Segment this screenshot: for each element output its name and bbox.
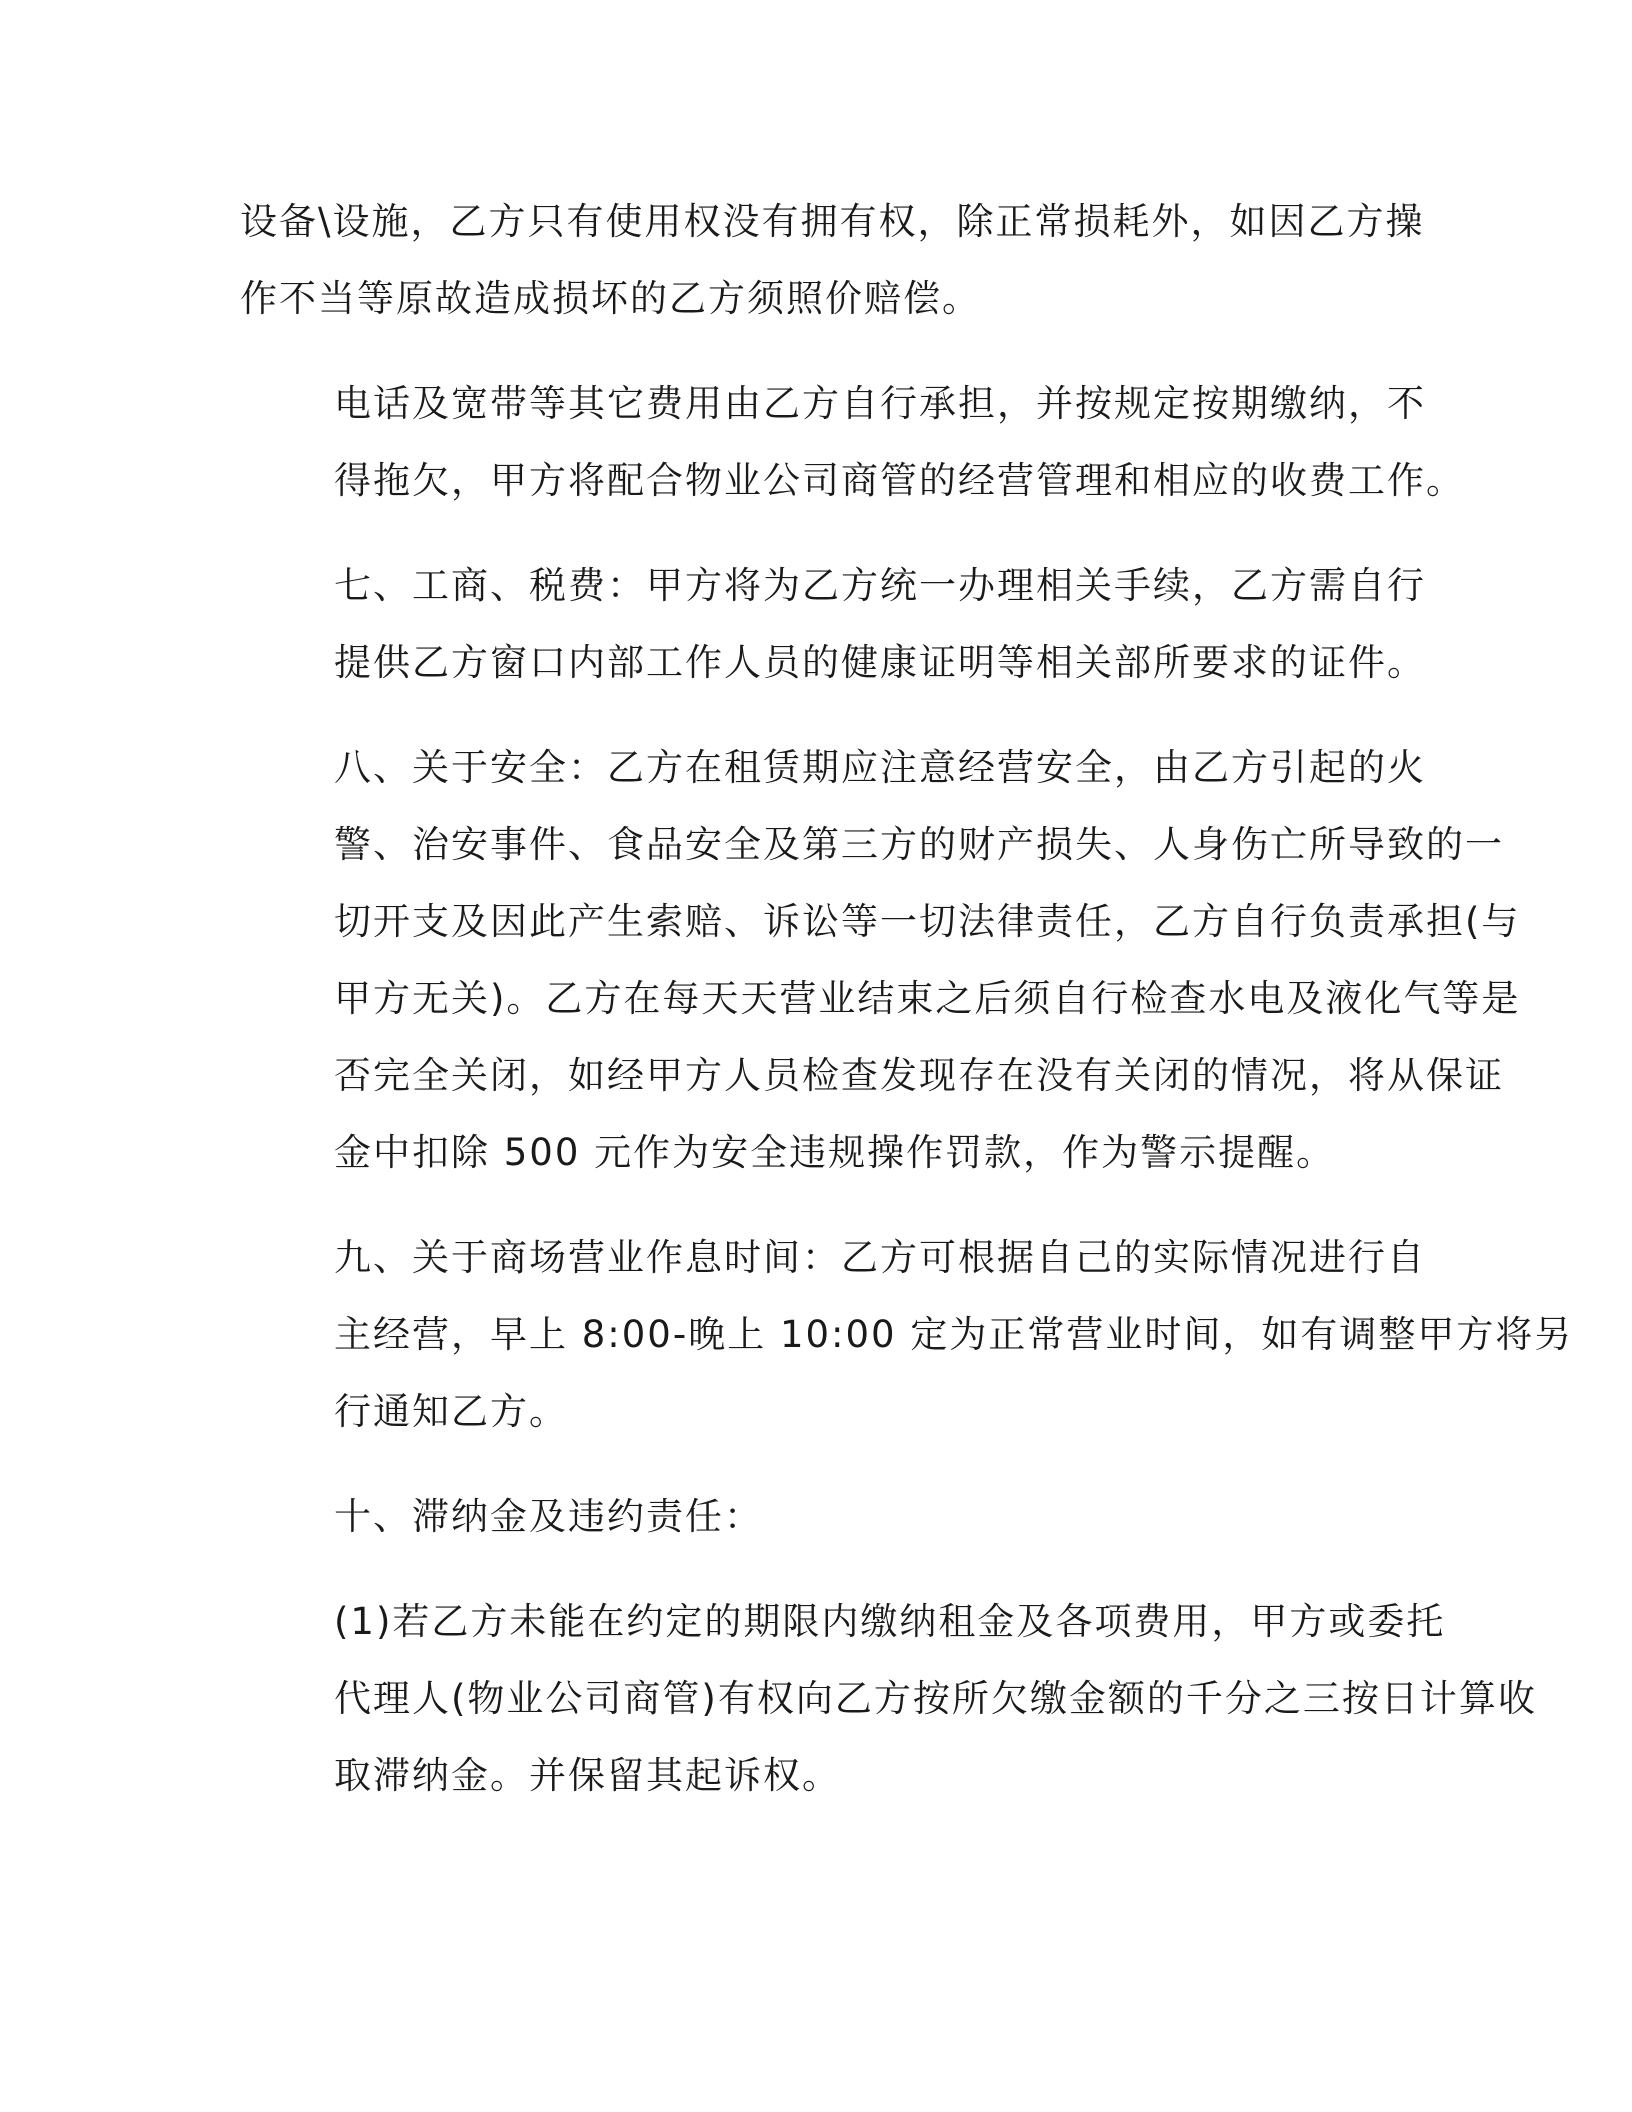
text-line: 金中扣除 500 元作为安全违规操作罚款，作为警示提醒。: [334, 1131, 1336, 1174]
text-line: 行通知乙方。: [334, 1390, 568, 1433]
text-line: 甲方无关)。乙方在每天天营业结束之后须自行检查水电及液化气等是: [334, 977, 1521, 1020]
text-line: 主经营，早上 8:00-晚上 10:00 定为正常营业时间，如有调整甲方将另: [334, 1313, 1574, 1356]
text-line: 得拖欠，甲方将配合物业公司商管的经营管理和相应的收费工作。: [334, 459, 1465, 502]
text-line: 设备\设施，乙方只有使用权没有拥有权，除正常损耗外，如因乙方操: [240, 200, 1425, 243]
paragraph-section-7-tax: [240, 547, 1426, 701]
document-body: [240, 183, 1574, 1842]
text-line: 警、治安事件、食品安全及第三方的财产损失、人身伤亡所导致的一: [334, 823, 1504, 866]
text-line: 八、关于安全：乙方在租赁期应注意经营安全，由乙方引起的火: [334, 746, 1426, 789]
text-line: 取滞纳金。并保留其起诉权。: [334, 1754, 841, 1797]
text-line: 否完全关闭，如经甲方人员检查发现存在没有关闭的情况，将从保证: [334, 1054, 1504, 1097]
paragraph-equipment: [240, 183, 1425, 337]
text-line: 作不当等原故造成损坏的乙方须照价赔偿。: [240, 277, 981, 320]
text-line: 电话及宽带等其它费用由乙方自行承担，并按规定按期缴纳，不: [334, 382, 1426, 425]
paragraph-phone-broadband: [240, 365, 1465, 519]
text-line: 十、滞纳金及违约责任：: [334, 1495, 763, 1538]
text-line: 代理人(物业公司商管)有权向乙方按所欠缴金额的千分之三按日计算收: [334, 1677, 1537, 1720]
text-line: (1)若乙方未能在约定的期限内缴纳租金及各项费用，甲方或委托: [334, 1600, 1446, 1643]
paragraph-section-10-item-1: [240, 1583, 1537, 1814]
text-line: 九、关于商场营业作息时间：乙方可根据自己的实际情况进行自: [334, 1236, 1426, 1279]
text-line: 七、工商、税费：甲方将为乙方统一办理相关手续，乙方需自行: [334, 564, 1426, 607]
text-line: 提供乙方窗口内部工作人员的健康证明等相关部所要求的证件。: [334, 641, 1426, 684]
text-line: 切开支及因此产生索赔、诉讼等一切法律责任，乙方自行负责承担(与: [334, 900, 1521, 943]
paragraph-section-9-hours: [240, 1219, 1574, 1450]
paragraph-section-10-heading: [240, 1478, 1400, 1555]
paragraph-section-8-safety: [240, 729, 1521, 1191]
